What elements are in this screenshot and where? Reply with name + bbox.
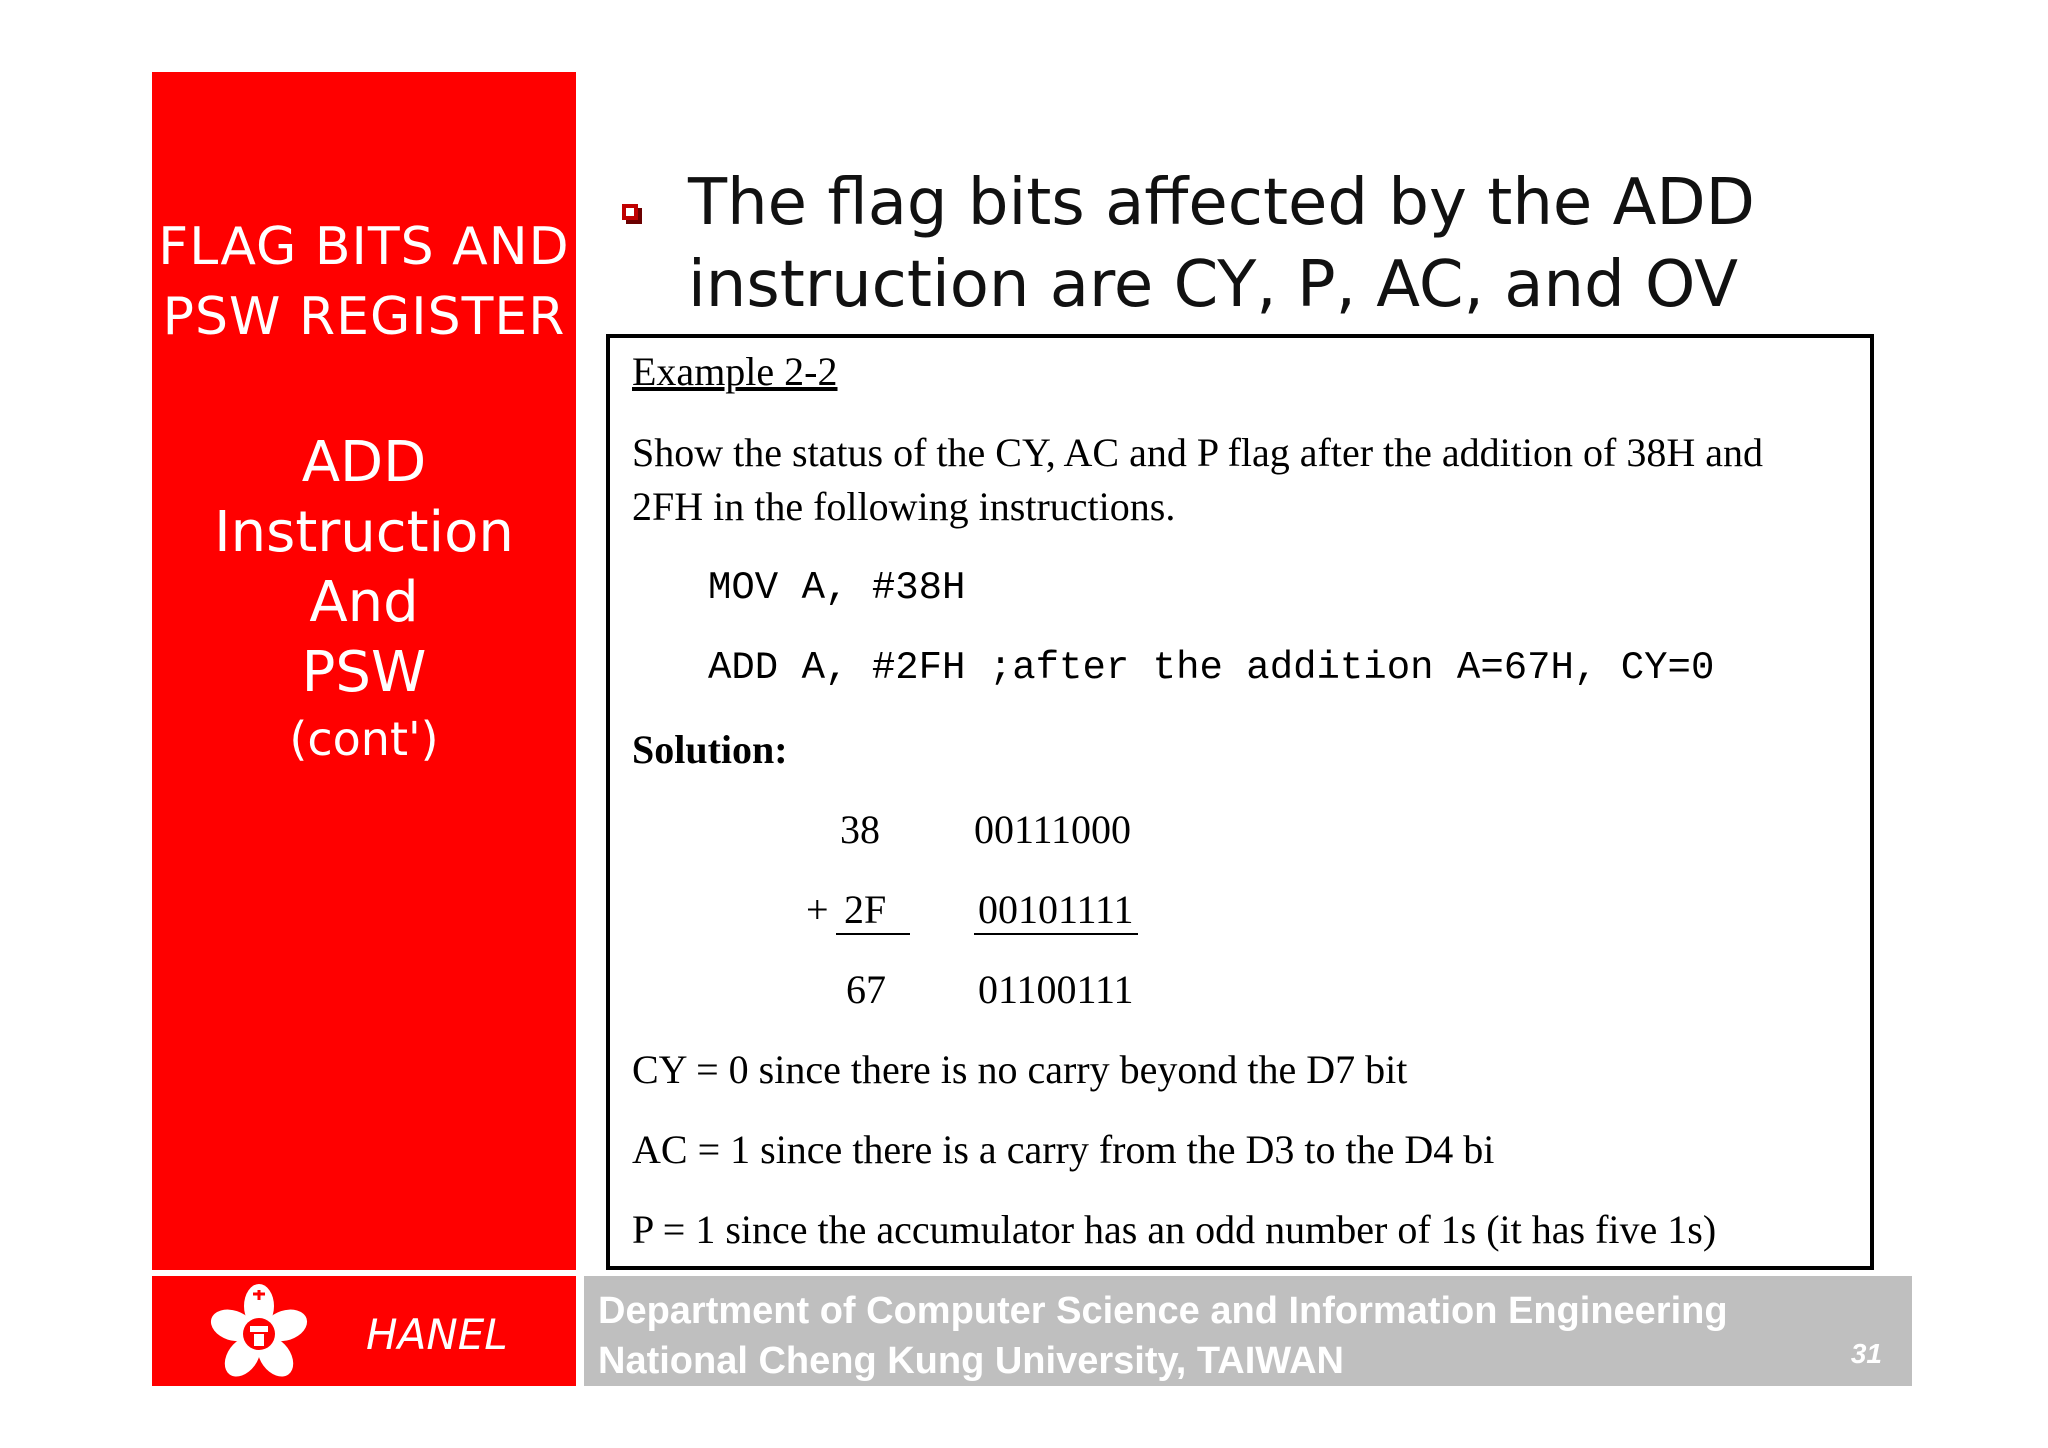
code-line-1: MOV A, #38H [708,566,966,610]
code-line-2: ADD A, #2FH ;after the addition A=67H, CY=0 [708,646,1715,690]
example-question: Show the status of the CY, AC and P flag after the addition of 38H and 2FH in the following instructions. [632,430,1763,529]
ncku-emblem-icon [204,1282,314,1382]
heading-line1: The flag bits affected by the ADD [688,166,1755,240]
addend1-hex: 38 [840,807,880,852]
department-line1: Department of Computer Science and Information Engineering [598,1290,1728,1332]
section-title [152,212,576,352]
sum-hex: 67 [846,967,886,1012]
addend1-binary: 00111000 [974,807,1132,852]
cy-flag-note: CY = 0 since there is no carry beyond the D7 bit [632,1047,1408,1092]
solution-label: Solution: [632,727,788,772]
example-box [606,334,1874,1270]
subtitle-line1: ADD [301,430,427,495]
page-number: 31 [1850,1338,1882,1369]
sidebar-panel [152,72,576,1270]
ac-flag-note: AC = 1 since there is a carry from the D3 to the D4 bi [632,1127,1495,1172]
section-title-line1: FLAG BITS AND [158,217,570,277]
addend2-binary: 00101111 [974,886,1138,935]
author-name: HANEL [366,1310,508,1359]
heading-line2: instruction are CY, P, AC, and OV [688,248,1739,322]
subtitle-line2: Instruction And [214,500,514,635]
p-flag-note: P = 1 since the accumulator has an odd number of 1s (it has five 1s) [632,1207,1717,1252]
square-bullet-icon [622,204,638,220]
footer-left [152,1276,576,1386]
department-line2: National Cheng Kung University, TAIWAN [598,1340,1344,1382]
subtitle-cont: (cont') [289,712,439,766]
sum-binary: 01100111 [978,967,1134,1012]
addend2-hex: 2F [836,886,910,935]
plus-sign: + [806,887,829,932]
subtitle-line3: PSW [301,640,427,705]
section-subtitle [152,428,576,770]
footer-right [584,1276,1912,1386]
heading-text [688,162,1928,326]
section-title-line2: PSW REGISTER [162,287,566,347]
department-text [598,1286,1728,1386]
example-title: Example 2-2 [632,349,838,394]
